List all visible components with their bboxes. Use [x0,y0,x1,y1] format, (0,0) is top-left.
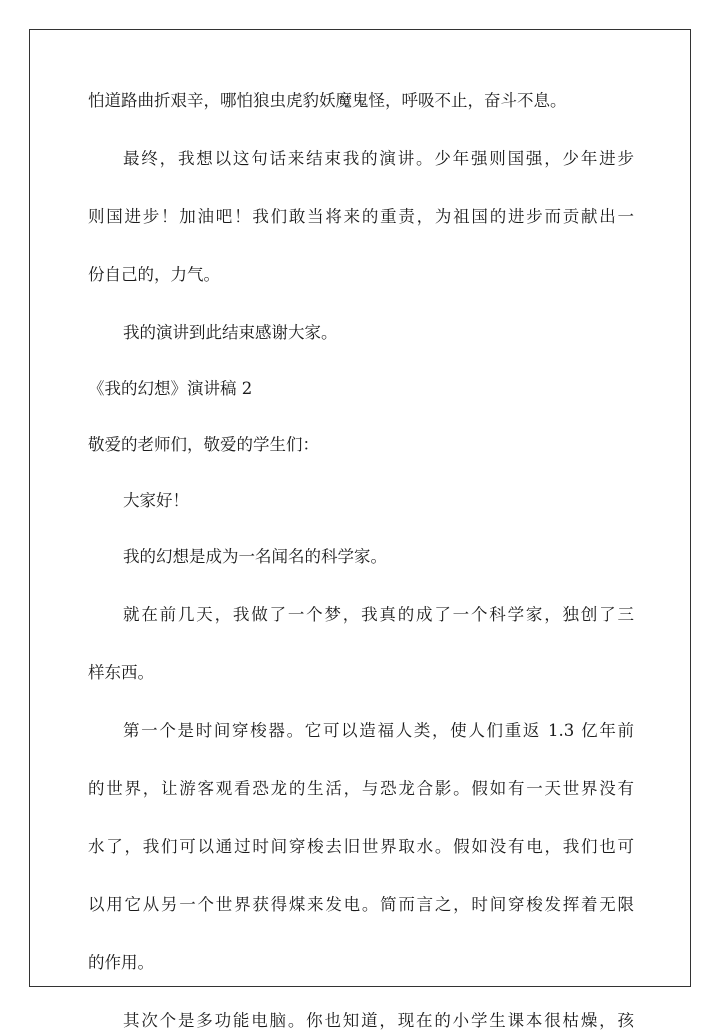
paragraph-line: 就在前几天，我做了一个梦，我真的成了一个科学家，独创了三 [123,605,634,624]
paragraph-line: 则国进步！加油吧！我们敢当将来的重责，为祖国的进步而贡献出一 [88,207,634,226]
greeting: 大家好！ [123,491,189,510]
paragraph-line: 的作用。 [88,953,154,972]
paragraph-line: 最终，我想以这句话来结束我的演讲。少年强则国强，少年进步 [123,149,634,168]
paragraph-line: 的世界，让游客观看恐龙的生活，与恐龙合影。假如有一天世界没有 [88,779,634,798]
paragraph-line: 以用它从另一个世界获得煤来发电。简而言之，时间穿梭发挥着无限 [88,895,634,914]
paragraph-line: 怕道路曲折艰辛，哪怕狼虫虎豹妖魔鬼怪，呼吸不止，奋斗不息。 [88,91,567,110]
paragraph-line: 其次个是多功能电脑。你也知道，现在的小学生课本很枯燥，孩 [123,1011,634,1030]
paragraph-line: 样东西。 [88,663,154,682]
paragraph-line: 份自己的，力气。 [88,265,220,284]
paragraph-line: 我的幻想是成为一名闻名的科学家。 [123,547,387,566]
paragraph-line: 第一个是时间穿梭器。它可以造福人类，使人们重返 1.3 亿年前 [123,721,634,740]
paragraph-line: 水了，我们可以通过时间穿梭去旧世界取水。假如没有电，我们也可 [88,837,634,856]
salutation: 敬爱的老师们，敬爱的学生们： [88,435,319,454]
section-heading: 《我的幻想》演讲稿 2 [88,379,253,398]
paragraph-line: 我的演讲到此结束感谢大家。 [123,323,338,342]
